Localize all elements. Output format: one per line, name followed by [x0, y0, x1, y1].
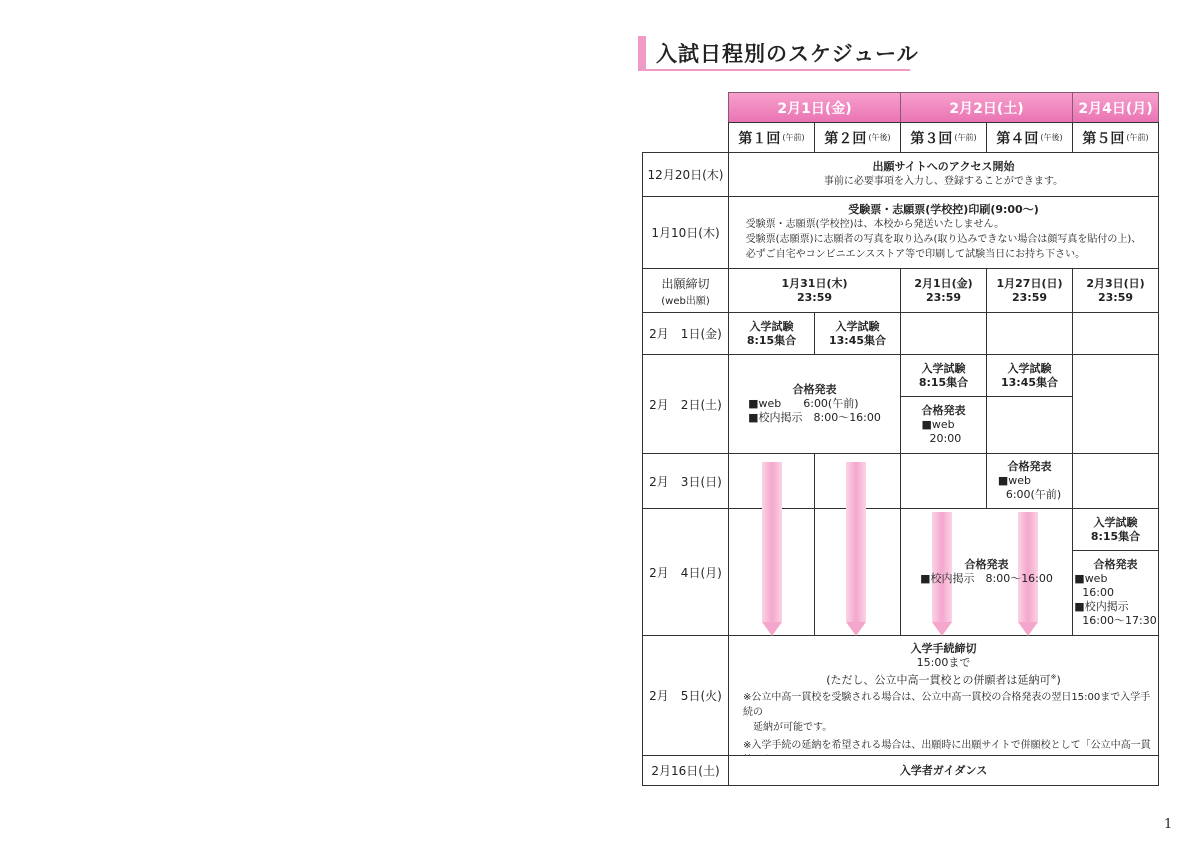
- ticket-print-line: 必ずご自宅やコンビニエンスストア等で印刷して試験当日にお持ち下さい。: [745, 249, 1086, 260]
- result-board: ■校内掲示 8:00〜16:00: [748, 411, 881, 424]
- deadline-round-1-2: 1月31日(木) 23:59: [728, 268, 901, 313]
- empty-cell: [1072, 312, 1159, 355]
- round-4-header: 第４回 (午後): [986, 122, 1073, 153]
- enrollment-note-line: ※公立中高一貫校を受験される場合は、公立中高一貫校の合格発表の翌日15:00まで入学手続の: [743, 691, 1151, 718]
- title-accent-bar: [638, 36, 646, 70]
- empty-cell: [1072, 453, 1159, 509]
- row-label-feb5: 2月 5日(火): [642, 635, 729, 756]
- round-2-header: 第２回 (午後): [814, 122, 901, 153]
- deadline-round-5: 2月3日(日) 23:59: [1072, 268, 1159, 313]
- row-label-feb2: 2月 2日(土): [642, 354, 729, 454]
- empty-cell: [900, 453, 987, 509]
- row-label-feb3: 2月 3日(日): [642, 453, 729, 509]
- exam-round-1: 入学試験 8:15集合: [728, 312, 815, 355]
- date-header-feb4: 2月4日(月): [1072, 92, 1159, 123]
- empty-cell: [986, 312, 1073, 355]
- exam-round-3: 入学試験 8:15集合: [900, 354, 987, 397]
- deadline-round-3: 2月1日(金) 23:59: [900, 268, 987, 313]
- row-label-feb1: 2月 1日(金): [642, 312, 729, 355]
- round-1-header: 第１回 (午前): [728, 122, 815, 153]
- guidance-cell: 入学者ガイダンス: [728, 755, 1159, 786]
- ticket-print-heading: 受験票・志願票(学校控)印刷(9:00〜): [848, 203, 1039, 216]
- enrollment-heading: 入学手続締切: [910, 642, 977, 655]
- access-start-text: 事前に必要事項を入力し、登録することができます。: [823, 176, 1064, 187]
- row-label-dec20: 12月20日(木): [642, 152, 729, 197]
- exam-round-2: 入学試験 13:45集合: [814, 312, 901, 355]
- enrollment-note-line: ※入学手続の延納を希望される場合は、出願時に出願サイトで併願校として「公立中高一貫: [743, 739, 1151, 751]
- page-number: 1: [1164, 817, 1173, 832]
- access-start-heading: 出願サイトへのアクセス開始: [872, 160, 1015, 173]
- row-label-feb4: 2月 4日(月): [642, 508, 729, 636]
- date-header-feb1: 2月1日(金): [728, 92, 901, 123]
- round-5-header: 第５回 (午前): [1072, 122, 1159, 153]
- empty-cell: [986, 396, 1073, 454]
- enrollment-note-line: 延納が可能です。: [743, 721, 833, 733]
- deadline-round-4: 1月27日(日) 23:59: [986, 268, 1073, 313]
- row-label-deadline: 出願締切 (web出願): [642, 268, 729, 313]
- result-round-1-2: [728, 354, 901, 454]
- row-label-jan10: 1月10日(木): [642, 196, 729, 269]
- result-title: 合格発表: [792, 383, 837, 396]
- result-web: ■web 6:00(午前): [748, 397, 859, 410]
- exam-round-5: 入学試験 8:15集合: [1072, 508, 1159, 551]
- result-round-3: 合格発表 ■web 20:00: [900, 396, 987, 454]
- title-underline: [638, 69, 910, 71]
- empty-cell: [900, 312, 987, 355]
- access-start-cell: [728, 152, 1159, 197]
- result-round-5: 合格発表 ■web 16:00 ■校内掲示 16:00〜17:30: [1072, 550, 1159, 636]
- enrollment-note: (ただし、公立中高一貫校との併願者は延納可※): [826, 673, 1061, 687]
- empty-cell: [1072, 354, 1159, 454]
- exam-round-4: 入学試験 13:45集合: [986, 354, 1073, 397]
- round-3-header: 第３回 (午前): [900, 122, 987, 153]
- date-header-feb2: 2月2日(土): [900, 92, 1073, 123]
- result-round-3-4: 合格発表 ■校内掲示 8:00〜16:00: [900, 508, 1073, 636]
- page-title: [638, 36, 919, 68]
- ticket-print-cell: [728, 196, 1159, 269]
- ticket-print-line: 受験票・志願票(学校控)は、本校から発送いたしません。: [745, 219, 1005, 230]
- title-text: 入試日程別のスケジュール: [656, 42, 919, 66]
- ticket-print-line: 受験票(志願票)に志願者の写真を取り込み(取り込みできない場合は顔写真を貼付の上)、: [745, 234, 1142, 245]
- enrollment-deadline-cell: [728, 635, 1159, 756]
- row-label-feb16: 2月16日(土): [642, 755, 729, 786]
- result-round-4: 合格発表 ■web 6:00(午前): [986, 453, 1073, 509]
- enrollment-time: 15:00まで: [916, 656, 971, 669]
